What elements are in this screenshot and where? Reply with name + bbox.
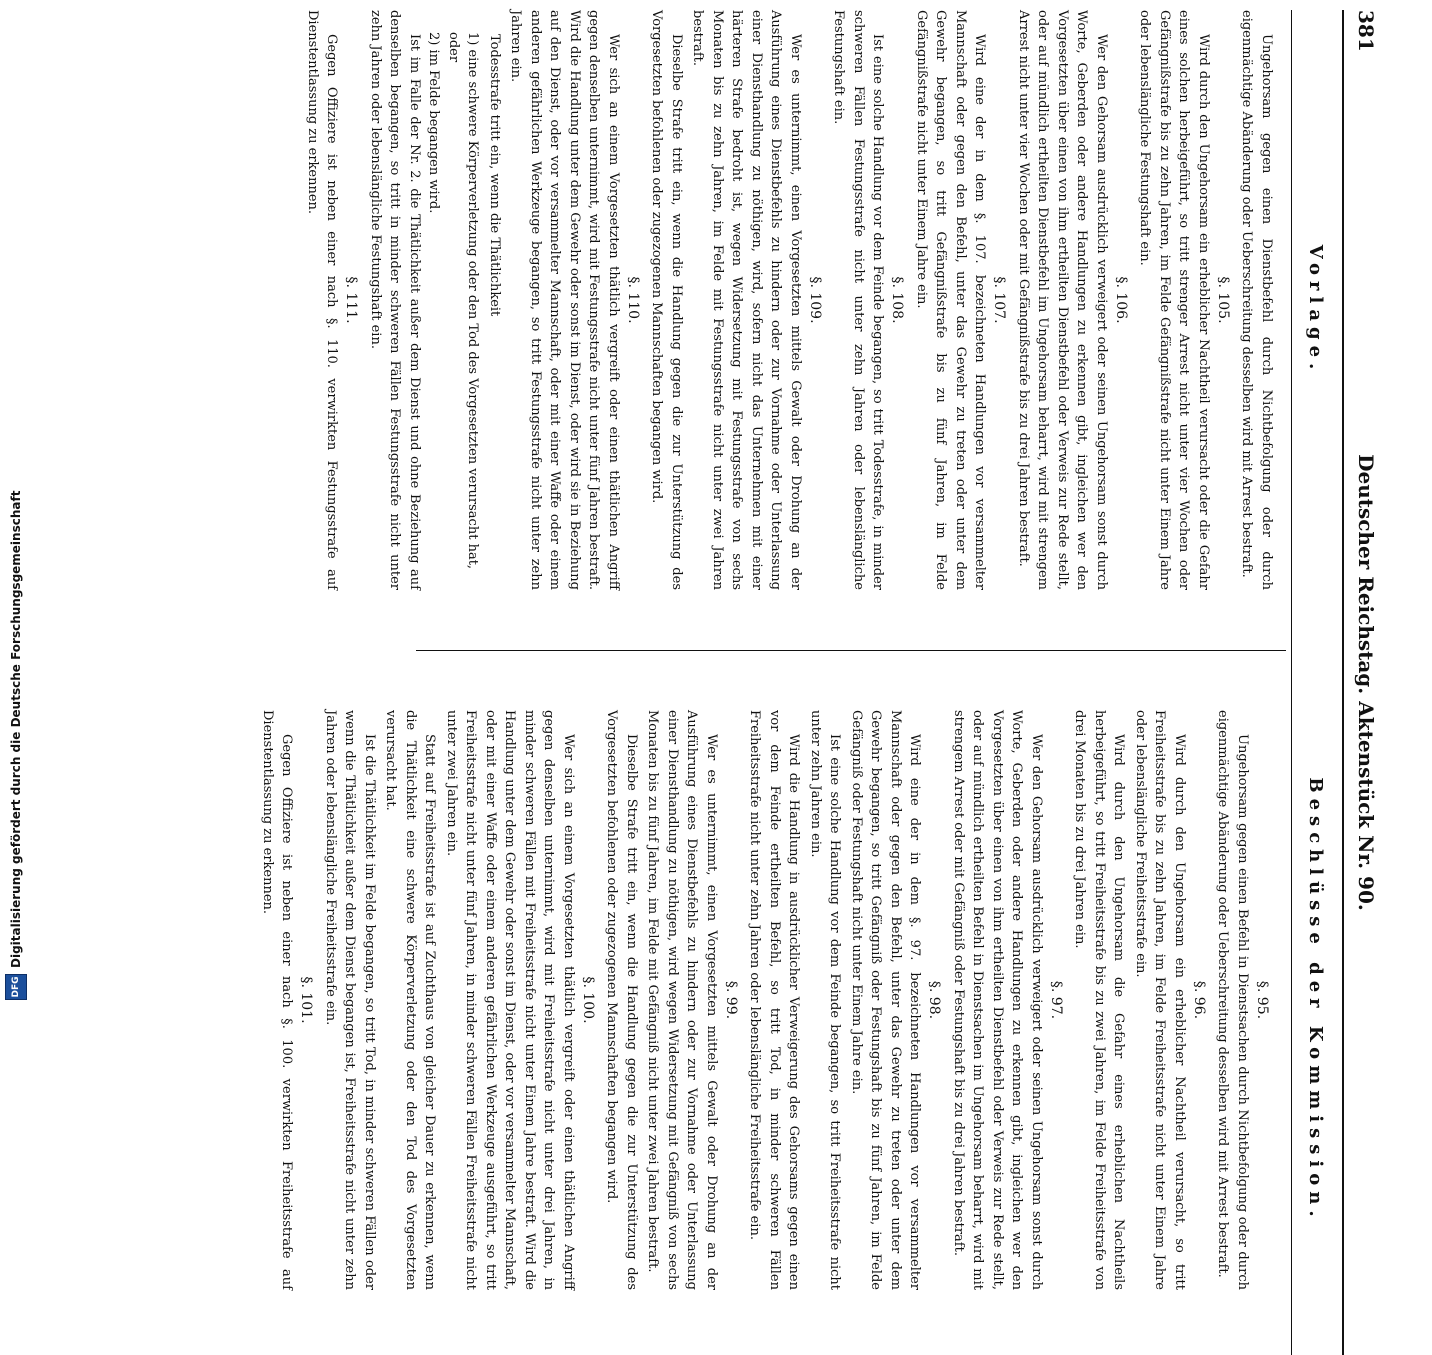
paragraph: Wird durch den Ungehorsam ein erheblicher Nachtheil verursacht, so tritt Freiheitsstrafe bis zu zehn Jahren, im Felde Freiheitsstrafe nicht unter Einem Jahre oder lebenslängliche Freiheitsstrafe ein.: [1133, 710, 1187, 1290]
header-rule: [1342, 10, 1344, 1355]
paragraph: Ungehorsam gegen einen Dienstbefehl durch Nichtbefolgung oder durch eigenmächtige Abänderung oder Ueberschreitung desselben wird mit Arrest bestraft.: [1239, 10, 1274, 590]
column-divider: [416, 650, 1286, 651]
section-number: §. 98.: [926, 980, 943, 1020]
paragraph: Wer es unternimmt, einen Vorgesetzten mittels Gewalt oder Drohung an der Ausführung eines Dienstbefehls zu hindern oder zur Vornahme oder Unterlassung einer Diensthandlung zu nöthigen, wird, sofern nicht das Unternehmen mit einer härteren Strafe bedroht ist, wegen Widersetzung mit Festungsstrafe von sechs Monaten bis zu zehn Jahren, im Felde mit Festungsstrafe nicht unter zwei Jahren bestraft.: [690, 10, 803, 590]
paragraph: Todesstrafe tritt ein, wenn die Thätlichkeit: [487, 34, 502, 317]
section-number: §. 105.: [1215, 276, 1231, 324]
paragraph: Ist eine solche Handlung vor dem Feinde begangen, so tritt Todesstrafe, in minder schweren Fällen Festungsstrafe nicht unter zehn Jahren oder lebenslängliche Festungshaft ein.: [831, 10, 886, 590]
section-number: §. 97.: [1048, 980, 1064, 1020]
section-number: §. 109.: [807, 276, 823, 324]
right-column-heading: Beschlüsse der Kommission.: [1305, 777, 1326, 1223]
paragraph: Wird durch den Ungehorsam die Gefahr eines erheblichen Nachtheils herbeigeführt, so tritt Freiheitsstrafe bis zu zwei Jahren, im Felde Freiheitsstrafe von drei Monaten bis zu drei Jahren ein.: [1072, 710, 1127, 1290]
paragraph: Wer den Gehorsam ausdrücklich verweigert oder seinen Ungehorsam sonst durch Worte, Geberden oder andere Handlungen zu erkennen gibt, ingleichen wer den Vorgesetzten über einen von ihm ertheilten Dienstbefehl oder Verweis zur Rede stellt, oder auf mündlich ertheilten Dienstbefehl im Ungehorsam beharrt, wird mit strengem Arrest nicht unter vier Wochen oder mit Gefängnißstrafe bis zu drei Jahren bestraft.: [1016, 10, 1109, 590]
list-item: 2) im Felde begangen wird.: [426, 32, 442, 214]
paragraph: Wer es unternimmt, einen Vorgesetzten mittels Gewalt oder Drohung an der Ausführung eines Dienstbefehls zu hindern oder zur Vornahme oder Unterlassung einer Diensthandlung zu nöthigen, wird wegen Widersetzung mit Gefängniß von sechs Monaten bis zu fünf Jahren, im Felde mit Gefängniß nicht unter zwei Jahren bestraft.: [645, 710, 719, 1290]
paragraph: Dieselbe Strafe tritt ein, wenn die Handlung gegen die zur Unterstützung des Vorgesetzten befohlenen oder zugezogenen Mannschaften begangen wird.: [604, 710, 639, 1290]
section-number: §. 96.: [1191, 980, 1207, 1020]
paragraph: Statt auf Freiheitsstrafe ist auf Zuchthaus von gleicher Dauer zu erkennen, wenn die Thätlichkeit eine schwere Körperverletzung oder den Tod des Vorgesetzten verursacht hat.: [383, 710, 438, 1290]
section-number: §. 99.: [723, 980, 739, 1020]
section-number: §. 101.: [298, 976, 315, 1024]
page-number: 381: [1354, 10, 1378, 52]
section-number: §. 106.: [1113, 276, 1129, 324]
paragraph: Wer sich an einem Vorgesetzten thätlich vergreift oder einen thätlichen Angriff gegen denselben unternimmt, wird mit Freiheitsstrafe nicht unter drei Jahren, in minder schweren Fällen mit Freiheitsstrafe nicht unter Einem Jahre bestraft. Wird die Handlung unter dem Gewehr oder sonst im Dienst, oder vor versammelter Mannschaft, oder mit einer Waffe oder einem anderen gefährlichen Werkzeuge ausgeführt, so tritt Freiheitsstrafe nicht unter fünf Jahren, in minder schweren Fällen Freiheitsstrafe nicht unter zwei Jahren ein.: [444, 710, 576, 1290]
section-number: §. 111.: [343, 276, 360, 324]
dfg-logo-icon: DFG: [5, 974, 27, 1000]
paragraph: Wird die Handlung in ausdrücklicher Verweigerung des Gehorsams gegen einen vor dem Feinde ertheilten Befehl, so tritt Tod, in minder schweren Fällen Freiheitsstrafe nicht unter zehn Jahren oder lebenslängliche Freiheitsstrafe ein.: [747, 710, 802, 1290]
page-header-title: Deutscher Reichstag. Aktenstück Nr. 90.: [1354, 454, 1378, 911]
section-number: §. 95.: [1254, 980, 1270, 1020]
paragraph: Wer sich an einem Vorgesetzten thätlich vergreift oder einen thätlichen Angriff gegen denselben unternimmt, wird mit Festungsstrafe nicht unter fünf Jahren bestraft. Wird die Handlung unter dem Gewehr oder sonst im Dienst, oder wird sie in Beziehung auf den Dienst, oder vor versammelter Mannschaft, oder mit einer Waffe oder einem anderen gefährlichen Werkzeuge begangen, so tritt Festungsstrafe nicht unter zehn Jahren ein.: [508, 10, 621, 590]
column-heading-rule: [1291, 10, 1292, 1355]
paragraph: Gegen Offiziere ist neben einer nach §. 100. verwirkten Freiheitsstrafe auf Dienstentlassung zu erkennen.: [260, 710, 295, 1290]
paragraph: Ist die Thätlichkeit im Felde begangen, so tritt Tod, in minder schweren Fällen oder wenn die Thätlichkeit außer dem Dienst begangen ist, Freiheitsstrafe nicht unter zehn Jahren oder lebenslängliche Freiheitsstrafe ein.: [323, 710, 377, 1290]
paragraph: Ist eine solche Handlung vor dem Feinde begangen, so tritt Freiheitsstrafe nicht unter zehn Jahren ein.: [808, 710, 843, 1290]
paragraph: Wird eine der in dem §. 107. bezeichneten Handlungen vor versammelter Mannschaft oder gegen den Befehl, unter das Gewehr zu treten oder unter dem Gewehr begangen, so tritt Gefängnißstrafe bis zu fünf Jahren, im Felde Gefängnißstrafe nicht unter Einem Jahre ein.: [914, 10, 988, 590]
paragraph: Dieselbe Strafe tritt ein, wenn die Handlung gegen die zur Unterstützung des Vorgesetzten befohlenen oder zugezogenen Mannschaften begangen wird.: [649, 10, 684, 590]
list-item: 1) eine schwere Körperverletzung oder den Tod des Vorgesetzten verursacht hat, oder: [446, 32, 481, 570]
digitization-footer: [4, 360, 28, 1000]
section-number: §. 107.: [991, 276, 1008, 324]
left-column-heading: Vorlage.: [1305, 244, 1326, 376]
section-number: §. 108.: [889, 276, 906, 324]
left-column-vorlage: [301, 10, 1277, 590]
right-column-kommission: [256, 710, 1277, 1290]
section-number: §. 110.: [625, 276, 641, 324]
paragraph: Gegen Offiziere ist neben einer nach §. 110. verwirkten Festungsstrafe auf Dienstentlassung zu erkennen.: [305, 10, 340, 590]
section-number: §. 100.: [580, 976, 596, 1024]
paragraph: Wird eine der in dem §. 97. bezeichneten Handlungen vor versammelter Mannschaft oder gegen den Befehl, unter das Gewehr zu treten oder unter dem Gewehr begangen, so tritt Gefängniß oder Festungshaft bis zu fünf Jahren, im Felde Gefängniß oder Festungshaft nicht unter Einem Jahre ein.: [849, 710, 923, 1290]
document-page: [41, 10, 1386, 1290]
paragraph: Wer den Gehorsam ausdrücklich verweigert oder seinen Ungehorsam sonst durch Worte, Geberden oder andere Handlungen zu erkennen gibt, ingleichen wer den Vorgesetzten über einen von ihm ertheilten Dienstbefehl oder Verweis zur Rede stellt, oder auf mündlich ertheilten Befehl in Dienstsachen im Ungehorsam beharrt, wird mit strengem Arrest oder mit Gefängniß oder Festungshaft bis zu drei Jahren bestraft.: [951, 710, 1044, 1290]
paragraph: Ungehorsam gegen einen Befehl in Dienstsachen durch Nichtbefolgung oder durch eigenmächtige Abänderung oder Ueberschreitung desselben wird mit Arrest bestraft.: [1215, 710, 1250, 1290]
paragraph: Ist im Falle der Nr. 2. die Thätlichkeit außer dem Dienst und ohne Beziehung auf denselben begangen, so tritt in minder schweren Fällen Festungsstrafe nicht unter zehn Jahren oder lebenslängliche Festungshaft ein.: [368, 10, 422, 590]
paragraph: Wird durch den Ungehorsam ein erheblicher Nachtheil verursacht oder die Gefahr eines solchen herbeigeführt, so tritt strenger Arrest nicht unter vier Wochen oder Gefängnißstrafe bis zu zehn Jahren, im Felde Gefängnißstrafe nicht unter Einem Jahre oder lebenslängliche Festungshaft ein.: [1137, 10, 1211, 590]
digitization-credit: Digitalisierung gefördert durch die Deutsche Forschungsgemeinschaft: [9, 490, 23, 968]
